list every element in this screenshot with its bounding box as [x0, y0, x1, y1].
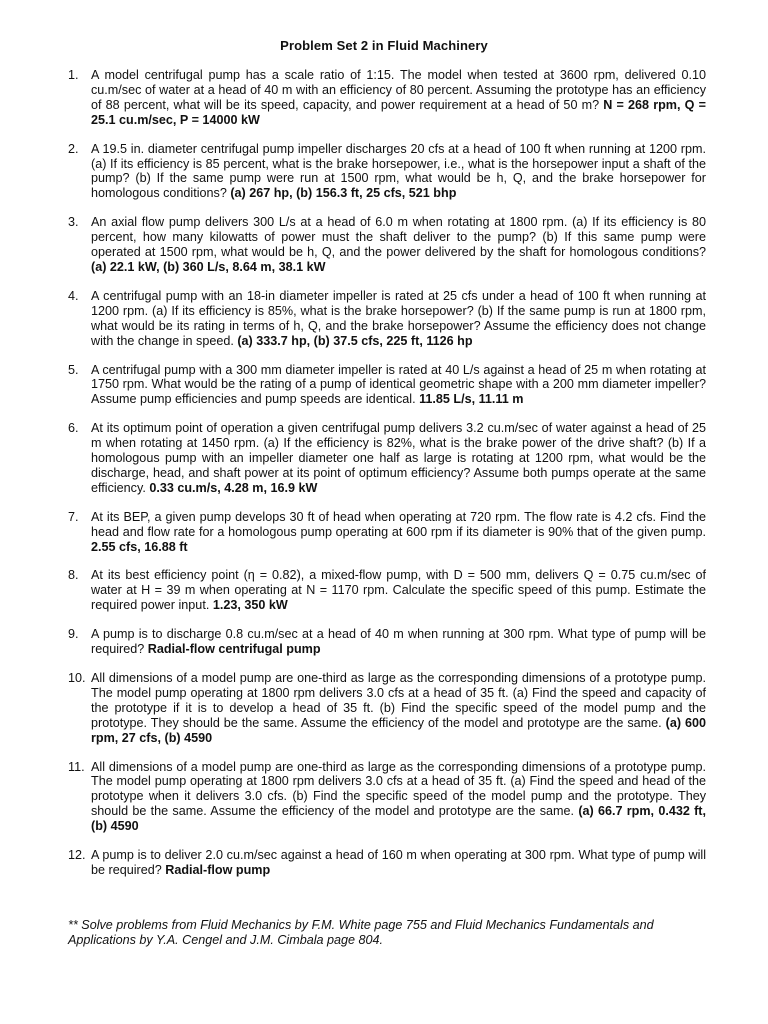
problem-text: A centrifugal pump with an 18-in diameter impeller is rated at 25 cfs under a head of 100 ft when running at 1200 rpm. (a) If its efficiency is 85%, what is the brake horsepower? (b) If the same pump is run at 1800 rpm, what would be its rating in terms of h, Q, and the brake horsepower? Assume the efficiency does not change with the change in speed. — [91, 288, 706, 348]
problem-answer: (a) 600 rpm, 27 cfs, (b) 4590 — [91, 715, 707, 745]
document-title: Problem Set 2 in Fluid Machinery — [280, 38, 488, 53]
problem-answer: (a) 22.1 kW, (b) 360 L/s, 8.64 m, 38.1 kW — [91, 259, 326, 274]
problem-item — [68, 289, 706, 349]
problem-item — [68, 568, 706, 613]
problem-item — [68, 68, 706, 128]
problem-number: 2. — [68, 141, 79, 156]
problem-answer: 1.23, 350 kW — [212, 598, 288, 613]
problem-number: 3. — [68, 215, 79, 230]
problem-number: 7. — [68, 509, 79, 524]
problem-text: A model centrifugal pump has a scale ratio of 1:15. The model when tested at 3600 rpm, delivered 0.10 cu.m/sec of water at a head of 40 m with an efficiency of 80 percent. Assuming the prototype has an efficiency of 88 percent, what will be its speed, capacity, and power requirement at a head of 50 m? — [91, 68, 706, 112]
problem-answer: 2.55 cfs, 16.88 ft — [91, 539, 188, 554]
problem-number: 11. — [68, 759, 85, 774]
problem-number: 9. — [68, 627, 79, 642]
problem-answer: N = 268 rpm, Q = 25.1 cu.m/sec, P = 14000 kW — [91, 97, 706, 127]
problem-number: 5. — [68, 362, 79, 377]
problem-answer: Radial-flow pump — [165, 862, 271, 877]
problem-item — [68, 363, 706, 408]
problem-number: 4. — [68, 288, 79, 303]
problem-answer: Radial-flow centrifugal pump — [147, 642, 321, 657]
problem-item — [68, 671, 706, 746]
problem-text: A centrifugal pump with a 300 mm diameter impeller is rated at 40 L/s against a head of 25 m when rotating at 1750 rpm. What would be the rating of a pump of identical geometric shape with a 200 mm diameter impeller? Assume pump efficiencies and pump speeds are identical. — [91, 362, 706, 407]
problem-text: All dimensions of a model pump are one-third as large as the corresponding dimensions of a prototype pump. The model pump operating at 1800 rpm delivers 3.0 cfs at a head of 35 ft. (a) Find the speed and head of the prototype when it delivers 3.0 cfs. (b) Find the specific speed of the model pump and the prototype. They should be the same. Assume the efficiency of the model and prototype are the same. — [91, 759, 706, 819]
problem-text: A pump is to discharge 0.8 cu.m/sec at a head of 40 m when running at 300 rpm. What type of pump will be required? — [91, 627, 706, 657]
problem-item — [68, 848, 706, 878]
problem-text: At its best efficiency point (η = 0.82), a mixed-flow pump, with D = 500 mm, delivers Q = 0.75 cu.m/sec of water at H = 39 m when operating at N = 1170 rpm. Calculate the specific speed of this pump. Estimate the required power input. — [91, 568, 706, 613]
problem-answer: 11.85 L/s, 11.11 m — [419, 392, 524, 407]
problem-answer: (a) 66.7 rpm, 0.432 ft, (b) 4590 — [91, 804, 706, 834]
problem-list — [68, 68, 706, 892]
problem-item — [68, 510, 706, 555]
problem-number: 1. — [68, 68, 79, 82]
problem-answer: 0.33 cu.m/s, 4.28 m, 16.9 kW — [149, 480, 318, 495]
problem-number: 6. — [68, 421, 79, 436]
problem-text: A 19.5 in. diameter centrifugal pump impeller discharges 20 cfs at a head of 100 ft when running at 1200 rpm. (a) If its efficiency is 85 percent, what is the brake horsepower, i.e., what is the horsepower input a shaft of the pump? (b) If the same pump were run at 1500 rpm, what would be h, Q, and the brake horsepower for homologous conditions? — [91, 141, 706, 201]
problem-number: 12. — [68, 848, 86, 863]
problem-item — [68, 760, 706, 835]
footnote: ** Solve problems from Fluid Mechanics by F.M. White page 755 and Fluid Mechanics Fundamentals and Applications by Y.A. Cengel and J.M. Cimbala page 804. — [68, 918, 654, 947]
problem-number: 8. — [68, 568, 79, 583]
problem-number: 10. — [68, 671, 86, 685]
problem-text: All dimensions of a model pump are one-third as large as the corresponding dimensions of a prototype pump. The model pump operating at 1800 rpm delivers 3.0 cfs at a head of 35 ft. (a) Find the speed and capacity of the prototype if it is to develop a head of 35 ft. (b) Find the specific speed of the model pump and the prototype. They should be the same. Assume the efficiency of the model and prototype are the same. — [91, 671, 706, 730]
problem-item — [68, 215, 706, 275]
problem-text: At its BEP, a given pump develops 30 ft of head when operating at 720 rpm. The flow rate is 4.2 cfs. Find the head and flow rate for a homologous pump operating at 600 rpm if its diameter is 90% that of the given pump. — [91, 509, 706, 539]
problem-text: At its optimum point of operation a given centrifugal pump delivers 3.2 cu.m/sec of water against a head of 25 m when rotating at 1450 rpm. (a) If the efficiency is 82%, what is the brake power of the drive shaft? (b) If a homologous pump with an impeller diameter one half as large is rotating at 1200 rpm, what would be the discharge, head, and shaft power at its point of optimum efficiency? Assume both pumps operate at the same efficiency. — [91, 421, 706, 495]
problem-item — [68, 142, 706, 202]
problem-answer: (a) 333.7 hp, (b) 37.5 cfs, 225 ft, 1126 hp — [237, 333, 473, 348]
problem-text: A pump is to deliver 2.0 cu.m/sec against a head of 160 m when operating at 300 rpm. What type of pump will be required? — [91, 848, 706, 877]
problem-item — [68, 421, 706, 496]
problem-answer: (a) 267 hp, (b) 156.3 ft, 25 cfs, 521 bhp — [230, 186, 457, 201]
problem-item — [68, 627, 706, 657]
problem-text: An axial flow pump delivers 300 L/s at a head of 6.0 m when rotating at 1800 rpm. (a) If its efficiency is 80 percent, how many kilowatts of power must the shaft deliver to the pump? (b) If this same pump were operated at 1500 rpm, what would be h, Q, and the power delivered by the shaft for homologous conditions? — [91, 215, 706, 260]
